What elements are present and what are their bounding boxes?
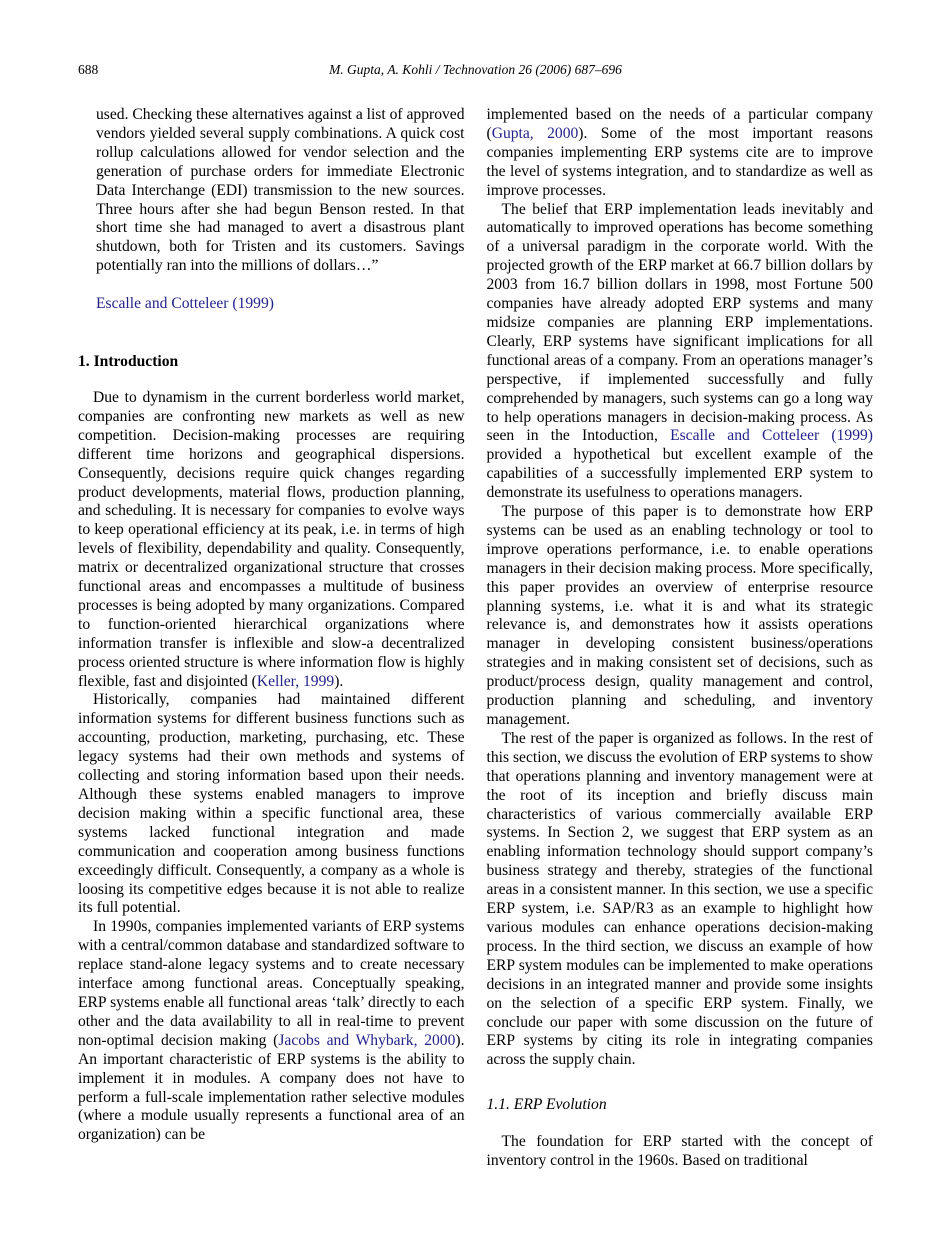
paragraph-text: ). <box>334 672 344 690</box>
opening-quote: used. Checking these alternatives against a list of approved vendors yielded several supply combinations. A quick cost rollup calculations allowed for vendor selection and the generation of purchase orders for immediate Electronic Data Interchange (EDI) transmission to the new sources. Three hours after she had begun Benson rested. In that short time she had managed to avert a disastrous plant shutdown, both for Tristen and its customers. Savings potentially ran into the millions of dollars…” <box>96 106 465 275</box>
page-number: 688 <box>78 62 99 77</box>
paragraph-text: implemented based on the needs of a particular company ( <box>486 106 873 142</box>
running-header <box>78 62 873 78</box>
paragraph-historically: Historically, companies had maintained different information systems for different business functions such as accounting, production, marketing, purchasing, etc. These legacy systems had their own methods and systems of collecting and storing information based upon their needs. Although these systems enabled managers to improve decision making within a specific functional area, these systems lacked functional integration and made communication and cooperation among business functions exceedingly difficult. Consequently, a company as a whole is loosing its competitive edges because it is not able to realize its full potential. <box>78 691 465 917</box>
paragraph-text: The belief that ERP implementation leads inevitably and automatically to improved operations has become something of a universal paradigm in the corporate world. With the projected growth of the ERP market at 66.7 billion dollars by 2003 from 16.7 billion dollars in 1998, most Fortune 500 companies have already adopted ERP systems and many midsize companies are planning ERP implementations. Clearly, ERP systems have significant implications for all functional areas of a company. From an operations manager’s perspective, if implemented successfully and fully comprehended by managers, such systems can go a long way to help operations managers in decision-making process. As seen in the Intoduction, <box>486 200 873 445</box>
paragraph-dynamism <box>78 389 465 692</box>
section-heading-introduction: 1. Introduction <box>78 353 179 371</box>
paragraph-text: ). An important characteristic of ERP systems is the ability to implement it in modules. A company does not have to perform a full-scale implementation rather selective modules (where a module usually represents a functional area of an organization) can be <box>78 1031 465 1144</box>
citation-link-gupta-2000[interactable]: Gupta, 2000 <box>491 124 579 142</box>
left-column <box>78 106 465 1171</box>
paragraph-implemented <box>487 106 874 201</box>
paragraph-text: Due to dynamism in the current borderless world market, companies are confronting new markets as well as new competition. Decision-making processes are requiring different time horizons and geographical dispersions. Consequently, decisions require quick changes regarding product developments, material flows, production planning, and scheduling. It is necessary for companies to evolve ways to keep operational efficiency at its peak, i.e. in terms of high levels of flexibility, dependability and quality. Consequently, matrix or decentralized organizational structure that crosses functional areas and encompasses a multitude of business processes is being adopted by many organizations. Compared to function-oriented hierarchical organizations where information transfer is inflexible and slow-a decentralized process oriented structure is where information flow is highly flexible, fast and disjointed ( <box>78 388 465 690</box>
paragraph-foundation: The foundation for ERP started with the concept of inventory control in the 1960s. Based on traditional <box>486 1133 873 1170</box>
citation-link-escalle-cotteleer-1999[interactable]: Escalle and Cotteleer (1999) <box>96 295 274 313</box>
running-title: M. Gupta, A. Kohli / Technovation 26 (2006) 687–696 <box>329 62 622 77</box>
paragraph-text: provided a hypothetical but excellent example of the capabilities of a successfully implemented ERP system to demonstrate its usefulness to operations managers. <box>486 446 873 502</box>
right-column <box>487 106 874 1171</box>
paragraph-paper-organization: The rest of the paper is organized as follows. In the rest of this section, we discuss the evolution of ERP systems to show that operations planning and inventory management were at the root of its inception and briefly discuss main characteristics of various commercially available ERP systems. In Section 2, we suggest that ERP system as an enabling information technology should support company’s business strategy and thereby, strategies of the functional areas in a consistent manner. In this section, we use a specific ERP system, i.e. SAP/R3 as an example to highlight how various modules can enhance operations decision-making process. In the third section, we discuss an example of how ERP system modules can be implemented to make operations decisions in an integrated manner and provide some insights on the selection of a specific ERP system. Finally, we conclude our paper with some discussion on the future of ERP systems by citing its role in integrating companies across the supply chain. <box>486 729 873 1069</box>
citation-link-keller-1999[interactable]: Keller, 1999 <box>256 672 335 690</box>
quote-citation <box>96 295 465 314</box>
two-column-body <box>78 106 873 1171</box>
citation-link-escalle-cotteleer-1999-inline[interactable]: Escalle and Cotteleer (1999) <box>670 427 873 445</box>
subsection-heading-erp-evolution: 1.1. ERP Evolution <box>486 1096 607 1114</box>
citation-link-jacobs-whybark-2000[interactable]: Jacobs and Whybark, 2000 <box>278 1031 456 1049</box>
paragraph-belief <box>487 201 874 504</box>
paragraph-1990s <box>78 918 465 1145</box>
paragraph-purpose: The purpose of this paper is to demonstrate how ERP systems can be used as an enabling technology or tool to improve operations performance, i.e. to enable operations managers in their decision making process. More specifically, this paper provides an overview of enterprise resource planning systems, i.e. what it is and what its strategic relevance is, and demonstrates how it assists operations manager in developing consistent business/operations strategies and in making consistent set of decisions, such as product/process design, quality management and control, production planning and scheduling, and inventory management. <box>486 503 873 728</box>
paragraph-text: ). Some of the most important reasons companies implementing ERP systems cite are to improve the level of systems integration, and to standardize as well as improve processes. <box>486 124 873 199</box>
paragraph-text: In 1990s, companies implemented variants of ERP systems with a central/common database and standardized software to replace stand-alone legacy systems and to create necessary interface among functional areas. Conceptually speaking, ERP systems enable all functional areas ‘talk’ directly to each other and the data availability to all in real-time to prevent non-optimal decision making ( <box>78 918 465 1049</box>
